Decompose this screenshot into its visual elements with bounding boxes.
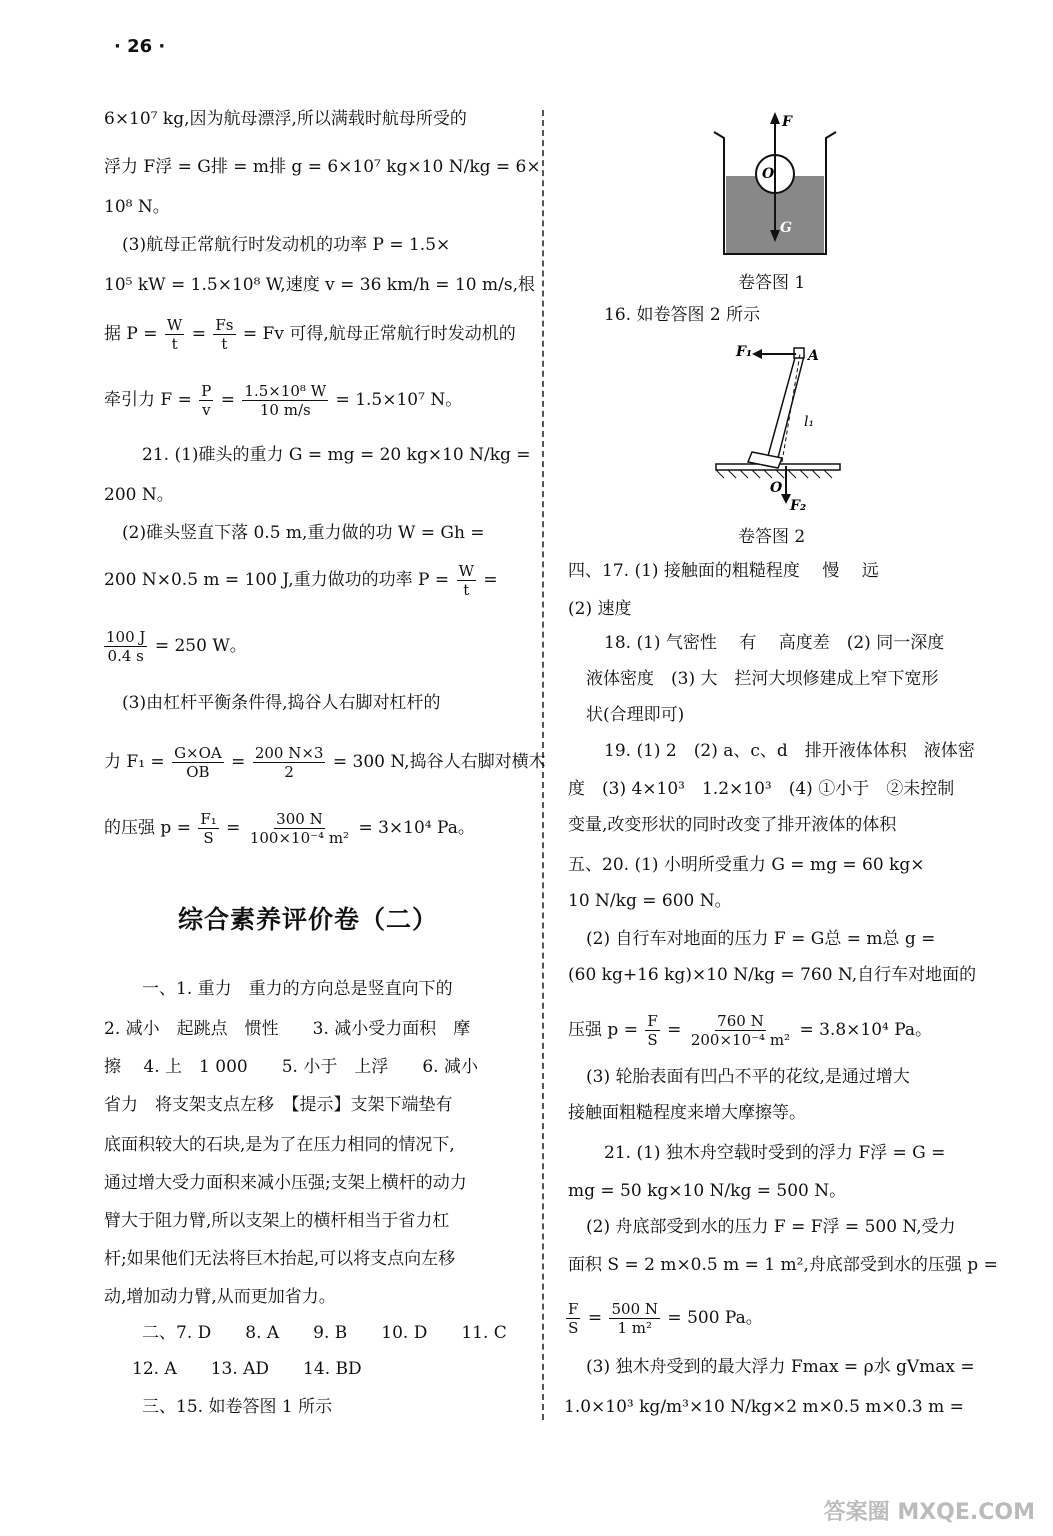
text-line: mg = 50 kg×10 N/kg = 500 N。 <box>568 1181 847 1201</box>
numerator: F₁ <box>200 810 217 828</box>
formula-text: = <box>220 390 236 410</box>
text-line: 200 N。 <box>104 485 174 505</box>
numerator: F <box>647 1012 658 1030</box>
fraction <box>213 316 235 353</box>
text-line: (2)碓头竖直下落 0.5 m,重力做的功 W = Gh = <box>122 523 485 543</box>
fraction <box>566 1300 580 1337</box>
denominator: S <box>647 1031 658 1049</box>
text-line: 10⁵ kW = 1.5×10⁸ W,速度 v = 36 km/h = 10 m/s,根 <box>104 275 535 295</box>
pressure-formula-line <box>104 810 475 847</box>
answer-line: 二、7. D 8. A 9. B 10. D 11. C <box>142 1323 507 1343</box>
formula-text: 200 N×0.5 m = 100 J,重力做功的功率 P = <box>104 570 450 590</box>
text-line: 浮力 F浮 = G排 = m排 g = 6×10⁷ kg×10 N/kg = 6× <box>104 157 541 177</box>
text-line: 液体密度 (3) 大 拦河大坝修建成上窄下宽形 <box>586 669 939 689</box>
formula-text: = 250 W。 <box>154 636 247 656</box>
formula-text: = <box>191 324 206 344</box>
text-line: 21. (1)碓头的重力 G = mg = 20 kg×10 N/kg = <box>142 445 531 465</box>
formula-text: = Fv 可得,航母正常航行时发动机的 <box>242 324 516 344</box>
numerator: 100 J <box>106 628 146 646</box>
traction-formula-line <box>104 382 462 419</box>
figure-2-caption: 卷答图 2 <box>738 527 806 547</box>
text-line: (2) 舟底部受到水的压力 F = F浮 = 500 N,受力 <box>586 1217 956 1237</box>
label-G: G <box>780 220 792 236</box>
label-F: F <box>782 114 792 130</box>
answer-line: 一、1. 重力 重力的方向总是竖直向下的 <box>142 979 453 999</box>
fraction <box>457 562 476 599</box>
answer-line: 动,增加动力臂,从而更加省力。 <box>104 1287 336 1307</box>
formula-text: 力 F₁ = <box>104 752 165 772</box>
fraction <box>104 628 147 665</box>
force-formula-line <box>104 744 546 781</box>
numerator: 500 N <box>611 1300 659 1318</box>
text-line: 度 (3) 4×10³ 1.2×10³ (4) ①小于 ②未控制 <box>568 779 955 799</box>
denominator: 10 m/s <box>259 401 311 419</box>
text-line: 6×10⁷ kg,因为航母漂浮,所以满载时航母所受的 <box>104 109 467 129</box>
fraction <box>689 1012 792 1049</box>
text-line: 面积 S = 2 m×0.5 m = 1 m²,舟底部受到水的压强 p = <box>568 1255 998 1275</box>
numerator: W <box>166 316 183 334</box>
fraction <box>609 1300 660 1337</box>
answer-line: 省力 将支架支点左移 【提示】支架下端垫有 <box>104 1095 453 1115</box>
numerator: 300 N <box>276 810 323 828</box>
answer-line: 杆;如果他们无法将巨木抬起,可以将支点向左移 <box>104 1249 456 1269</box>
fraction <box>165 316 184 353</box>
answer-line: 擦 4. 上 1 000 5. 小于 上浮 6. 减小 <box>104 1057 478 1077</box>
fraction <box>172 744 224 781</box>
text-line: 状(合理即可) <box>586 705 685 725</box>
label-l1: l₁ <box>804 414 815 430</box>
numerator: W <box>458 562 474 580</box>
formula-text: = <box>587 1308 603 1328</box>
label-F2: F₂ <box>790 498 807 514</box>
formula-text: 压强 p = <box>568 1020 638 1040</box>
formula-text: = 500 Pa。 <box>667 1308 763 1328</box>
text-line: (2) 自行车对地面的压力 F = G总 = m总 g = <box>586 929 936 949</box>
denominator: OB <box>186 763 210 781</box>
formula-text: 据 P = <box>104 324 158 344</box>
arrow-left-icon <box>752 349 762 359</box>
answer-line: 2. 减小 起跳点 惯性 3. 减小受力面积 摩 <box>104 1019 471 1039</box>
label-O: O <box>770 480 783 496</box>
text-line: 变量,改变形状的同时改变了排开液体的体积 <box>568 815 897 835</box>
formula-text: = 300 N,捣谷人右脚对横木 <box>332 752 546 772</box>
section-title: 综合素养评价卷（二） <box>178 905 439 934</box>
denominator: S <box>568 1319 579 1337</box>
arrow-up-icon <box>770 112 780 124</box>
text-line: 接触面粗糙程度来增大摩擦等。 <box>568 1103 806 1123</box>
power-result-line <box>102 628 247 665</box>
text-line: (3)由杠杆平衡条件得,捣谷人右脚对杠杆的 <box>122 693 441 713</box>
denominator: 2 <box>284 763 294 781</box>
label-A: A <box>808 348 819 364</box>
bike-pressure-line <box>568 1012 932 1049</box>
numerator: G×OA <box>174 744 222 762</box>
answer-line: 12. A 13. AD 14. BD <box>132 1359 362 1379</box>
fraction <box>253 744 326 781</box>
formula-text: = 1.5×10⁷ N。 <box>335 390 463 410</box>
figure-1-beaker <box>700 108 850 268</box>
formula-text: = <box>483 570 498 590</box>
label-F1: F₁ <box>736 344 753 360</box>
numerator: 760 N <box>717 1012 764 1030</box>
formula-text: = 3×10⁴ Pa。 <box>358 818 475 838</box>
denominator: 100×10⁻⁴ m² <box>249 829 350 847</box>
text-line: (3) 独木舟受到的最大浮力 Fmax = ρ水 gVmax = <box>586 1357 975 1377</box>
formula-text: = <box>226 818 241 838</box>
text-line: (2) 速度 <box>568 599 632 619</box>
text-line: (60 kg+16 kg)×10 N/kg = 760 N,自行车对地面的 <box>568 965 977 985</box>
formula-text: 的压强 p = <box>104 818 191 838</box>
text-line: 五、20. (1) 小明所受重力 G = mg = 60 kg× <box>568 855 925 875</box>
fraction <box>645 1012 659 1049</box>
figure-1-caption: 卷答图 1 <box>738 273 806 293</box>
denominator: 200×10⁻⁴ m² <box>690 1031 791 1049</box>
text-line: (3) 轮胎表面有凹凸不平的花纹,是通过增大 <box>586 1067 910 1087</box>
text-line: 10 N/kg = 600 N。 <box>568 891 732 911</box>
page-number: · 26 · <box>114 36 166 57</box>
numerator: 1.5×10⁸ W <box>244 382 327 400</box>
denominator: t <box>463 581 470 599</box>
label-O: O <box>762 166 775 182</box>
text-line: 21. (1) 独木舟空载时受到的浮力 F浮 = G = <box>604 1143 946 1163</box>
denominator: t <box>171 335 178 353</box>
formula-text: = 3.8×10⁴ Pa。 <box>799 1020 933 1040</box>
fraction <box>242 382 328 419</box>
formula-text: = <box>231 752 246 772</box>
work-formula-line <box>104 562 498 599</box>
text-line: (3)航母正常航行时发动机的功率 P = 1.5× <box>122 235 451 255</box>
boat-pressure-line <box>564 1300 763 1337</box>
numerator: 200 N×3 <box>254 744 324 762</box>
denominator: v <box>202 401 211 419</box>
denominator: 1 m² <box>617 1319 653 1337</box>
text-line: 18. (1) 气密性 有 高度差 (2) 同一深度 <box>604 633 945 653</box>
denominator: S <box>203 829 214 847</box>
answer-line: 臂大于阻力臂,所以支架上的横杆相当于省力杠 <box>104 1211 450 1231</box>
answer-line: 三、15. 如卷答图 1 所示 <box>142 1397 333 1417</box>
fraction <box>198 810 218 847</box>
text-line: 10⁸ N。 <box>104 197 170 217</box>
watermark: 答案圈 MXQE.COM <box>823 1500 1035 1525</box>
power-formula-line <box>104 316 516 353</box>
figure-2-lever <box>712 340 852 518</box>
denominator: 0.4 s <box>107 647 144 665</box>
ground-hatch <box>716 470 832 478</box>
answer-line: 通过增大受力面积来减小压强;支架上横杆的动力 <box>104 1173 467 1193</box>
fraction <box>248 810 351 847</box>
text-line: 19. (1) 2 (2) a、c、d 排开液体体积 液体密 <box>604 741 975 761</box>
text-line: 1.0×10³ kg/m³×10 N/kg×2 m×0.5 m×0.3 m = <box>564 1397 964 1417</box>
formula-text: 牵引力 F = <box>104 390 192 410</box>
denominator: t <box>221 335 228 353</box>
text-line: 16. 如卷答图 2 所示 <box>604 305 761 325</box>
numerator: Fs <box>215 316 234 334</box>
numerator: F <box>568 1300 579 1318</box>
answer-line: 底面积较大的石块,是为了在压力相同的情况下, <box>104 1135 455 1155</box>
text-line: 四、17. (1) 接触面的粗糙程度 慢 远 <box>568 561 879 581</box>
fraction <box>199 382 213 419</box>
formula-text: = <box>667 1020 682 1040</box>
numerator: P <box>201 382 212 400</box>
